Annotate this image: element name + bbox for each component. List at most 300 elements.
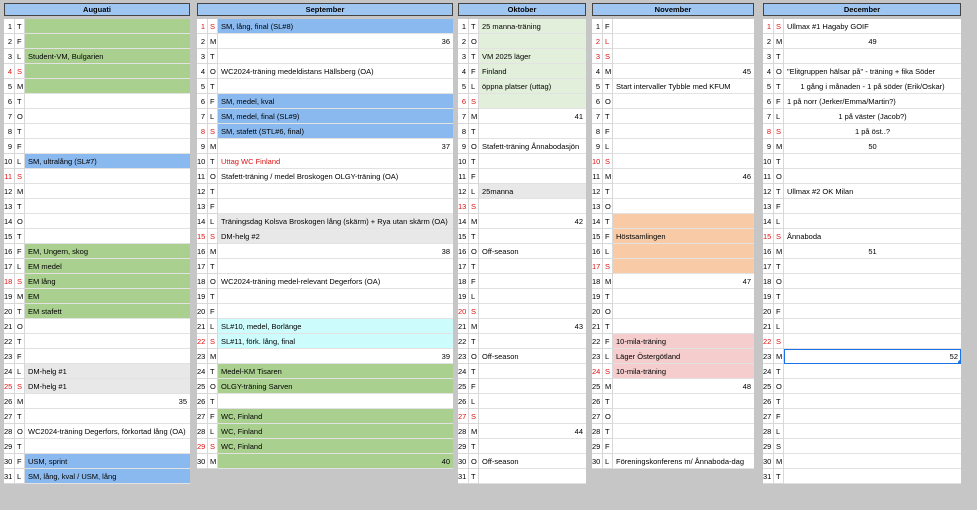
event-cell[interactable] [613, 349, 754, 364]
weekday-cell[interactable]: T [15, 199, 25, 214]
day-number-cell[interactable]: 28 [197, 424, 208, 439]
event-cell[interactable] [25, 199, 190, 214]
weekday-cell[interactable]: S [469, 199, 479, 214]
day-number-cell[interactable]: 9 [458, 139, 469, 154]
event-cell[interactable] [25, 274, 190, 289]
day-number-cell[interactable]: 1 [197, 19, 208, 34]
event-cell[interactable] [784, 379, 961, 394]
day-number-cell[interactable]: 6 [458, 94, 469, 109]
day-number-cell[interactable]: 8 [4, 124, 15, 139]
weekday-cell[interactable]: M [603, 169, 613, 184]
event-cell[interactable] [218, 229, 453, 244]
weekday-cell[interactable]: T [603, 184, 613, 199]
weekday-cell[interactable]: O [469, 349, 479, 364]
event-cell[interactable] [784, 364, 961, 379]
event-cell[interactable] [479, 229, 586, 244]
weekday-cell[interactable]: F [208, 94, 218, 109]
event-cell[interactable] [784, 319, 961, 334]
event-cell[interactable] [25, 394, 190, 409]
event-cell[interactable] [479, 469, 586, 484]
day-number-cell[interactable]: 3 [763, 49, 774, 64]
day-number-cell[interactable]: 24 [763, 364, 774, 379]
day-number-cell[interactable]: 10 [458, 154, 469, 169]
weekday-cell[interactable]: T [603, 319, 613, 334]
weekday-cell[interactable]: S [774, 19, 784, 34]
weekday-cell[interactable]: L [208, 109, 218, 124]
day-number-cell[interactable]: 22 [592, 334, 603, 349]
event-cell[interactable] [613, 199, 754, 214]
day-number-cell[interactable]: 23 [592, 349, 603, 364]
day-number-cell[interactable]: 11 [592, 169, 603, 184]
event-cell[interactable] [218, 244, 453, 259]
event-cell[interactable] [479, 199, 586, 214]
weekday-cell[interactable]: S [208, 229, 218, 244]
event-cell[interactable] [25, 454, 190, 469]
event-cell[interactable] [218, 409, 453, 424]
event-cell[interactable] [479, 124, 586, 139]
event-cell[interactable] [613, 124, 754, 139]
weekday-cell[interactable]: M [774, 454, 784, 469]
weekday-cell[interactable]: T [15, 19, 25, 34]
weekday-cell[interactable]: O [603, 94, 613, 109]
weekday-cell[interactable]: L [603, 454, 613, 469]
event-cell[interactable] [784, 154, 961, 169]
weekday-cell[interactable]: S [774, 334, 784, 349]
day-number-cell[interactable]: 29 [763, 439, 774, 454]
day-number-cell[interactable]: 13 [197, 199, 208, 214]
event-cell[interactable] [479, 94, 586, 109]
day-number-cell[interactable]: 29 [197, 439, 208, 454]
day-number-cell[interactable]: 30 [763, 454, 774, 469]
day-number-cell[interactable]: 20 [4, 304, 15, 319]
day-number-cell[interactable]: 6 [4, 94, 15, 109]
day-number-cell[interactable]: 21 [458, 319, 469, 334]
weekday-cell[interactable]: F [603, 334, 613, 349]
day-number-cell[interactable]: 4 [763, 64, 774, 79]
weekday-cell[interactable]: T [15, 409, 25, 424]
weekday-cell[interactable]: S [208, 439, 218, 454]
weekday-cell[interactable]: L [603, 139, 613, 154]
day-number-cell[interactable]: 24 [197, 364, 208, 379]
weekday-cell[interactable]: S [15, 379, 25, 394]
event-cell[interactable] [479, 34, 586, 49]
day-number-cell[interactable]: 9 [592, 139, 603, 154]
event-cell[interactable] [218, 79, 453, 94]
day-number-cell[interactable]: 24 [4, 364, 15, 379]
weekday-cell[interactable]: S [603, 49, 613, 64]
event-cell[interactable] [25, 154, 190, 169]
weekday-cell[interactable]: T [774, 289, 784, 304]
weekday-cell[interactable]: O [15, 214, 25, 229]
day-number-cell[interactable]: 22 [763, 334, 774, 349]
event-cell[interactable] [479, 424, 586, 439]
event-cell[interactable] [613, 139, 754, 154]
weekday-cell[interactable]: S [774, 439, 784, 454]
event-cell[interactable] [784, 34, 961, 49]
day-number-cell[interactable]: 20 [592, 304, 603, 319]
weekday-cell[interactable]: M [774, 349, 784, 364]
event-cell[interactable] [613, 394, 754, 409]
weekday-cell[interactable]: L [15, 259, 25, 274]
event-cell[interactable] [784, 169, 961, 184]
day-number-cell[interactable]: 25 [763, 379, 774, 394]
day-number-cell[interactable]: 9 [197, 139, 208, 154]
weekday-cell[interactable]: L [15, 154, 25, 169]
day-number-cell[interactable]: 23 [197, 349, 208, 364]
event-cell[interactable] [613, 229, 754, 244]
event-cell[interactable] [218, 289, 453, 304]
weekday-cell[interactable]: S [469, 304, 479, 319]
weekday-cell[interactable]: F [469, 274, 479, 289]
day-number-cell[interactable]: 13 [763, 199, 774, 214]
day-number-cell[interactable]: 5 [4, 79, 15, 94]
day-number-cell[interactable]: 13 [592, 199, 603, 214]
event-cell[interactable] [784, 229, 961, 244]
weekday-cell[interactable]: S [208, 124, 218, 139]
weekday-cell[interactable]: T [469, 334, 479, 349]
day-number-cell[interactable]: 15 [458, 229, 469, 244]
event-cell[interactable] [25, 439, 190, 454]
weekday-cell[interactable]: T [469, 19, 479, 34]
event-cell[interactable] [784, 274, 961, 289]
day-number-cell[interactable]: 17 [592, 259, 603, 274]
day-number-cell[interactable]: 1 [763, 19, 774, 34]
weekday-cell[interactable]: L [774, 214, 784, 229]
weekday-cell[interactable]: T [208, 394, 218, 409]
weekday-cell[interactable]: F [15, 34, 25, 49]
day-number-cell[interactable]: 7 [763, 109, 774, 124]
weekday-cell[interactable]: T [469, 469, 479, 484]
weekday-cell[interactable]: O [603, 199, 613, 214]
day-number-cell[interactable]: 27 [592, 409, 603, 424]
day-number-cell[interactable]: 7 [592, 109, 603, 124]
weekday-cell[interactable]: O [15, 319, 25, 334]
event-cell[interactable] [218, 364, 453, 379]
weekday-cell[interactable]: L [603, 34, 613, 49]
event-cell[interactable] [479, 379, 586, 394]
day-number-cell[interactable]: 28 [592, 424, 603, 439]
weekday-cell[interactable]: O [469, 139, 479, 154]
weekday-cell[interactable]: M [469, 424, 479, 439]
weekday-cell[interactable]: T [603, 214, 613, 229]
day-number-cell[interactable]: 23 [458, 349, 469, 364]
day-number-cell[interactable]: 17 [763, 259, 774, 274]
weekday-cell[interactable]: M [15, 79, 25, 94]
event-cell[interactable] [479, 349, 586, 364]
weekday-cell[interactable]: O [208, 169, 218, 184]
event-cell[interactable] [218, 439, 453, 454]
weekday-cell[interactable]: M [15, 289, 25, 304]
event-cell[interactable] [218, 349, 453, 364]
event-cell[interactable] [479, 154, 586, 169]
event-cell[interactable] [784, 334, 961, 349]
weekday-cell[interactable]: T [469, 364, 479, 379]
day-number-cell[interactable]: 17 [458, 259, 469, 274]
day-number-cell[interactable]: 2 [197, 34, 208, 49]
weekday-cell[interactable]: O [208, 64, 218, 79]
day-number-cell[interactable]: 26 [763, 394, 774, 409]
day-number-cell[interactable]: 4 [592, 64, 603, 79]
day-number-cell[interactable]: 27 [197, 409, 208, 424]
event-cell[interactable] [613, 364, 754, 379]
event-cell[interactable] [613, 289, 754, 304]
event-cell[interactable] [479, 49, 586, 64]
event-cell[interactable] [479, 184, 586, 199]
day-number-cell[interactable]: 25 [592, 379, 603, 394]
day-number-cell[interactable]: 2 [4, 34, 15, 49]
event-cell[interactable] [25, 409, 190, 424]
weekday-cell[interactable]: T [208, 184, 218, 199]
day-number-cell[interactable]: 21 [197, 319, 208, 334]
weekday-cell[interactable]: T [208, 259, 218, 274]
weekday-cell[interactable]: F [15, 349, 25, 364]
day-number-cell[interactable]: 4 [4, 64, 15, 79]
event-cell[interactable] [784, 259, 961, 274]
day-number-cell[interactable]: 30 [197, 454, 208, 469]
event-cell[interactable] [784, 214, 961, 229]
day-number-cell[interactable]: 19 [197, 289, 208, 304]
day-number-cell[interactable]: 6 [197, 94, 208, 109]
weekday-cell[interactable]: S [774, 229, 784, 244]
day-number-cell[interactable]: 20 [763, 304, 774, 319]
day-number-cell[interactable]: 23 [4, 349, 15, 364]
event-cell[interactable] [784, 19, 961, 34]
event-cell[interactable] [25, 364, 190, 379]
weekday-cell[interactable]: F [469, 64, 479, 79]
event-cell[interactable] [218, 214, 453, 229]
day-number-cell[interactable]: 31 [458, 469, 469, 484]
event-cell[interactable] [613, 94, 754, 109]
day-number-cell[interactable]: 27 [458, 409, 469, 424]
event-cell[interactable] [25, 244, 190, 259]
day-number-cell[interactable]: 3 [592, 49, 603, 64]
weekday-cell[interactable]: T [15, 334, 25, 349]
weekday-cell[interactable]: T [208, 289, 218, 304]
weekday-cell[interactable]: T [603, 424, 613, 439]
event-cell[interactable] [218, 34, 453, 49]
event-cell[interactable] [218, 274, 453, 289]
weekday-cell[interactable]: F [208, 409, 218, 424]
weekday-cell[interactable]: L [469, 184, 479, 199]
weekday-cell[interactable]: T [15, 439, 25, 454]
event-cell[interactable] [218, 139, 453, 154]
weekday-cell[interactable]: F [208, 304, 218, 319]
weekday-cell[interactable]: F [15, 244, 25, 259]
day-number-cell[interactable]: 20 [458, 304, 469, 319]
weekday-cell[interactable]: L [208, 214, 218, 229]
event-cell[interactable] [25, 424, 190, 439]
event-cell[interactable] [218, 124, 453, 139]
day-number-cell[interactable]: 18 [592, 274, 603, 289]
event-cell[interactable] [784, 439, 961, 454]
day-number-cell[interactable]: 11 [197, 169, 208, 184]
weekday-cell[interactable]: T [774, 259, 784, 274]
day-number-cell[interactable]: 18 [763, 274, 774, 289]
weekday-cell[interactable]: S [469, 409, 479, 424]
event-cell[interactable] [613, 49, 754, 64]
event-cell[interactable] [25, 34, 190, 49]
day-number-cell[interactable]: 15 [763, 229, 774, 244]
day-number-cell[interactable]: 5 [592, 79, 603, 94]
event-cell[interactable] [25, 109, 190, 124]
event-cell[interactable] [613, 439, 754, 454]
day-number-cell[interactable]: 20 [197, 304, 208, 319]
day-number-cell[interactable]: 12 [763, 184, 774, 199]
weekday-cell[interactable]: F [15, 139, 25, 154]
event-cell[interactable] [218, 424, 453, 439]
day-number-cell[interactable]: 14 [197, 214, 208, 229]
day-number-cell[interactable]: 12 [458, 184, 469, 199]
event-cell[interactable] [613, 319, 754, 334]
weekday-cell[interactable]: L [208, 319, 218, 334]
weekday-cell[interactable]: L [15, 469, 25, 484]
day-number-cell[interactable]: 7 [458, 109, 469, 124]
event-cell[interactable] [25, 94, 190, 109]
day-number-cell[interactable]: 8 [763, 124, 774, 139]
weekday-cell[interactable]: L [469, 79, 479, 94]
weekday-cell[interactable]: L [774, 109, 784, 124]
event-cell[interactable] [479, 274, 586, 289]
weekday-cell[interactable]: S [15, 64, 25, 79]
event-cell[interactable] [218, 49, 453, 64]
weekday-cell[interactable]: T [469, 49, 479, 64]
day-number-cell[interactable]: 18 [4, 274, 15, 289]
day-number-cell[interactable]: 25 [458, 379, 469, 394]
event-cell[interactable] [218, 259, 453, 274]
day-number-cell[interactable]: 22 [197, 334, 208, 349]
weekday-cell[interactable]: S [208, 19, 218, 34]
event-cell[interactable] [784, 394, 961, 409]
weekday-cell[interactable]: T [774, 469, 784, 484]
weekday-cell[interactable]: T [774, 394, 784, 409]
event-cell[interactable] [218, 19, 453, 34]
day-number-cell[interactable]: 17 [4, 259, 15, 274]
event-cell[interactable] [218, 334, 453, 349]
event-cell[interactable] [479, 169, 586, 184]
event-cell[interactable] [613, 259, 754, 274]
event-cell[interactable] [784, 184, 961, 199]
event-cell[interactable] [613, 379, 754, 394]
day-number-cell[interactable]: 14 [458, 214, 469, 229]
event-cell[interactable] [218, 304, 453, 319]
event-cell[interactable] [784, 304, 961, 319]
day-number-cell[interactable]: 29 [458, 439, 469, 454]
weekday-cell[interactable]: M [208, 139, 218, 154]
weekday-cell[interactable]: F [774, 94, 784, 109]
day-number-cell[interactable]: 30 [458, 454, 469, 469]
day-number-cell[interactable]: 7 [197, 109, 208, 124]
weekday-cell[interactable]: L [603, 349, 613, 364]
weekday-cell[interactable]: T [774, 49, 784, 64]
day-number-cell[interactable]: 14 [592, 214, 603, 229]
day-number-cell[interactable]: 9 [4, 139, 15, 154]
day-number-cell[interactable]: 21 [4, 319, 15, 334]
weekday-cell[interactable]: T [208, 79, 218, 94]
event-cell[interactable] [784, 109, 961, 124]
day-number-cell[interactable]: 4 [458, 64, 469, 79]
day-number-cell[interactable]: 29 [4, 439, 15, 454]
weekday-cell[interactable]: M [469, 109, 479, 124]
weekday-cell[interactable]: F [603, 19, 613, 34]
event-cell[interactable] [613, 169, 754, 184]
day-number-cell[interactable]: 18 [197, 274, 208, 289]
weekday-cell[interactable]: O [774, 64, 784, 79]
weekday-cell[interactable]: T [208, 49, 218, 64]
event-cell[interactable] [613, 214, 754, 229]
weekday-cell[interactable]: F [469, 379, 479, 394]
event-cell[interactable] [218, 64, 453, 79]
event-cell[interactable] [25, 289, 190, 304]
event-cell[interactable] [25, 214, 190, 229]
day-number-cell[interactable]: 1 [458, 19, 469, 34]
weekday-cell[interactable]: S [15, 169, 25, 184]
day-number-cell[interactable]: 10 [197, 154, 208, 169]
weekday-cell[interactable]: M [469, 214, 479, 229]
day-number-cell[interactable]: 13 [4, 199, 15, 214]
event-cell[interactable] [479, 409, 586, 424]
weekday-cell[interactable]: S [774, 124, 784, 139]
weekday-cell[interactable]: F [603, 439, 613, 454]
weekday-cell[interactable]: S [469, 94, 479, 109]
weekday-cell[interactable]: M [208, 349, 218, 364]
event-cell[interactable] [479, 109, 586, 124]
day-number-cell[interactable]: 12 [592, 184, 603, 199]
event-cell[interactable] [784, 199, 961, 214]
weekday-cell[interactable]: T [469, 124, 479, 139]
weekday-cell[interactable]: L [774, 319, 784, 334]
event-cell[interactable] [613, 79, 754, 94]
day-number-cell[interactable]: 19 [592, 289, 603, 304]
weekday-cell[interactable]: O [469, 34, 479, 49]
day-number-cell[interactable]: 11 [458, 169, 469, 184]
weekday-cell[interactable]: T [603, 109, 613, 124]
event-cell[interactable] [784, 94, 961, 109]
event-cell[interactable] [218, 94, 453, 109]
weekday-cell[interactable]: F [469, 169, 479, 184]
event-cell[interactable] [784, 409, 961, 424]
day-number-cell[interactable]: 22 [4, 334, 15, 349]
event-cell[interactable] [613, 244, 754, 259]
day-number-cell[interactable]: 5 [763, 79, 774, 94]
event-cell[interactable] [613, 274, 754, 289]
event-cell[interactable] [613, 334, 754, 349]
weekday-cell[interactable]: O [469, 244, 479, 259]
event-cell[interactable] [25, 19, 190, 34]
weekday-cell[interactable]: M [15, 394, 25, 409]
weekday-cell[interactable]: M [469, 319, 479, 334]
day-number-cell[interactable]: 4 [197, 64, 208, 79]
event-cell[interactable] [613, 424, 754, 439]
day-number-cell[interactable]: 29 [592, 439, 603, 454]
day-number-cell[interactable]: 16 [458, 244, 469, 259]
day-number-cell[interactable]: 25 [197, 379, 208, 394]
weekday-cell[interactable]: S [208, 334, 218, 349]
event-cell[interactable] [479, 304, 586, 319]
event-cell[interactable] [613, 154, 754, 169]
event-cell[interactable] [784, 244, 961, 259]
event-cell[interactable] [613, 109, 754, 124]
day-number-cell[interactable]: 5 [197, 79, 208, 94]
day-number-cell[interactable]: 8 [458, 124, 469, 139]
weekday-cell[interactable]: M [15, 184, 25, 199]
weekday-cell[interactable]: S [603, 259, 613, 274]
event-cell[interactable] [784, 64, 961, 79]
weekday-cell[interactable]: S [15, 274, 25, 289]
event-cell[interactable] [25, 64, 190, 79]
weekday-cell[interactable]: L [603, 244, 613, 259]
weekday-cell[interactable]: M [208, 454, 218, 469]
event-cell[interactable] [784, 124, 961, 139]
